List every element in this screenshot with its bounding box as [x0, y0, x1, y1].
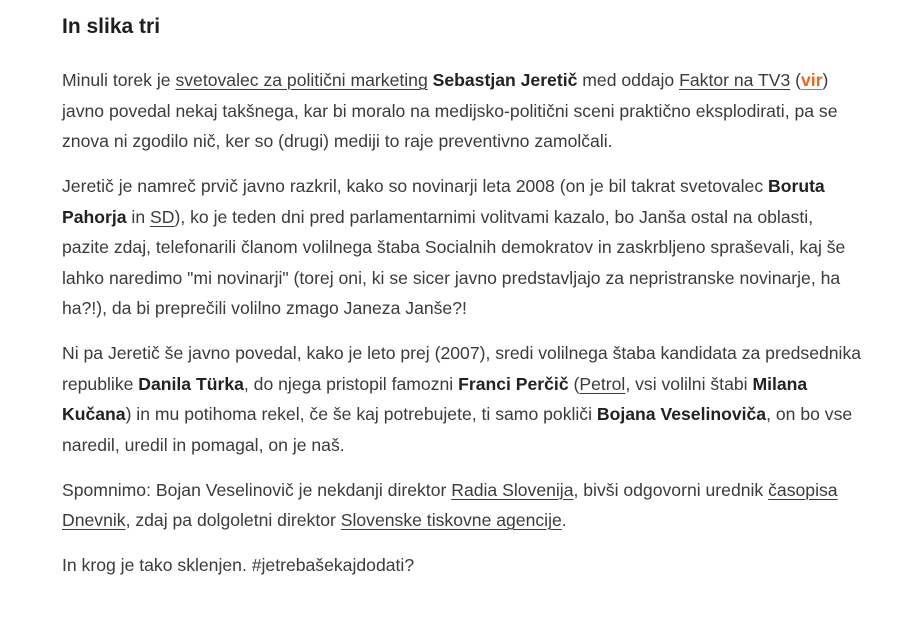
- name-bojan-veselinovic: Bojana Veselinoviča: [596, 404, 767, 424]
- text: .: [561, 510, 567, 530]
- text: Spomnimo: Bojan Veselinovič je nekdanji direktor: [62, 479, 452, 500]
- link-casopis-dnevnik[interactable]: časopisa Dnevnik: [62, 479, 838, 530]
- link-source-vir[interactable]: vir: [801, 70, 823, 90]
- link-faktor-tv3[interactable]: Faktor na TV3: [679, 70, 791, 90]
- link-radio-slovenija[interactable]: Radia Slovenija: [451, 479, 574, 500]
- text: , bivši odgovorni urednik: [573, 479, 769, 500]
- text: , do njega pristopil famozni: [243, 373, 459, 394]
- link-sta[interactable]: Slovenske tiskovne agencije: [340, 510, 562, 530]
- name-borut-pahor: Boruta Pahorja: [62, 176, 825, 227]
- text: ) in mu potihoma rekel, če še kaj potrebujete, ti samo pokliči: [125, 404, 597, 424]
- text: , on bo vse naredil, uredil in pomagal, on je naš.: [62, 404, 853, 455]
- text: Jeretič je namreč prvič javno razkril, kako so novinarji leta 2008 (on je bil takrat svetovalec: [62, 176, 769, 196]
- text: (: [790, 70, 802, 90]
- text: , vsi volilni štabi: [625, 373, 753, 394]
- text: med oddajo: [577, 70, 680, 90]
- paragraph-1: [62, 65, 862, 157]
- text: Ni pa Jeretič še javno povedal, kako je leto prej (2007), sredi volilnega štaba kandidata za predsednika republike: [62, 343, 862, 394]
- paragraph-4: [62, 475, 862, 536]
- paragraph-5: [62, 550, 862, 581]
- article: [62, 12, 862, 595]
- text: in: [126, 206, 151, 227]
- text: Minuli torek je: [62, 70, 176, 90]
- link-political-marketing[interactable]: svetovalec za politični marketing: [175, 70, 428, 90]
- section-heading: In slika tri: [62, 15, 161, 38]
- text: (: [568, 373, 580, 394]
- text: , zdaj pa dolgoletni direktor: [125, 510, 341, 530]
- name-danilo-turk: Danila Türka: [138, 373, 244, 394]
- text: ), ko je teden dni pred parlamentarnimi volitvami kazalo, bo Janša ostal na oblasti, pazite zdaj, telefonarili članom volilnega štaba Socialnih demokratov in zaskrbljeno spraševali, kaj še lahko naredimo "mi novinarji" (torej oni, ki se sicer javno predstavljajo za nepristranske novinarje, ha ha?!), da bi preprečili volilno zmago Janeza Janše?!: [62, 206, 846, 318]
- link-petrol[interactable]: Petrol: [579, 373, 626, 394]
- paragraph-2: [62, 171, 862, 324]
- paragraph-3: [62, 338, 862, 460]
- text: In krog je tako sklenjen. #jetrebašekajdodati?: [62, 555, 415, 575]
- link-sd[interactable]: SD: [150, 206, 175, 227]
- name-franci-percic: Franci Perčič: [458, 373, 569, 394]
- name-milan-kucan: Milana Kučana: [62, 373, 808, 424]
- text: ) javno povedal nekaj takšnega, kar bi moralo na medijsko-politični sceni praktično eksplodirati, pa se znova ni zgodilo nič, ker so (drugi) mediji to raje preventivno zamolčali.: [62, 70, 838, 151]
- name-sebastjan-jeretic: Sebastjan Jeretič: [432, 70, 578, 90]
